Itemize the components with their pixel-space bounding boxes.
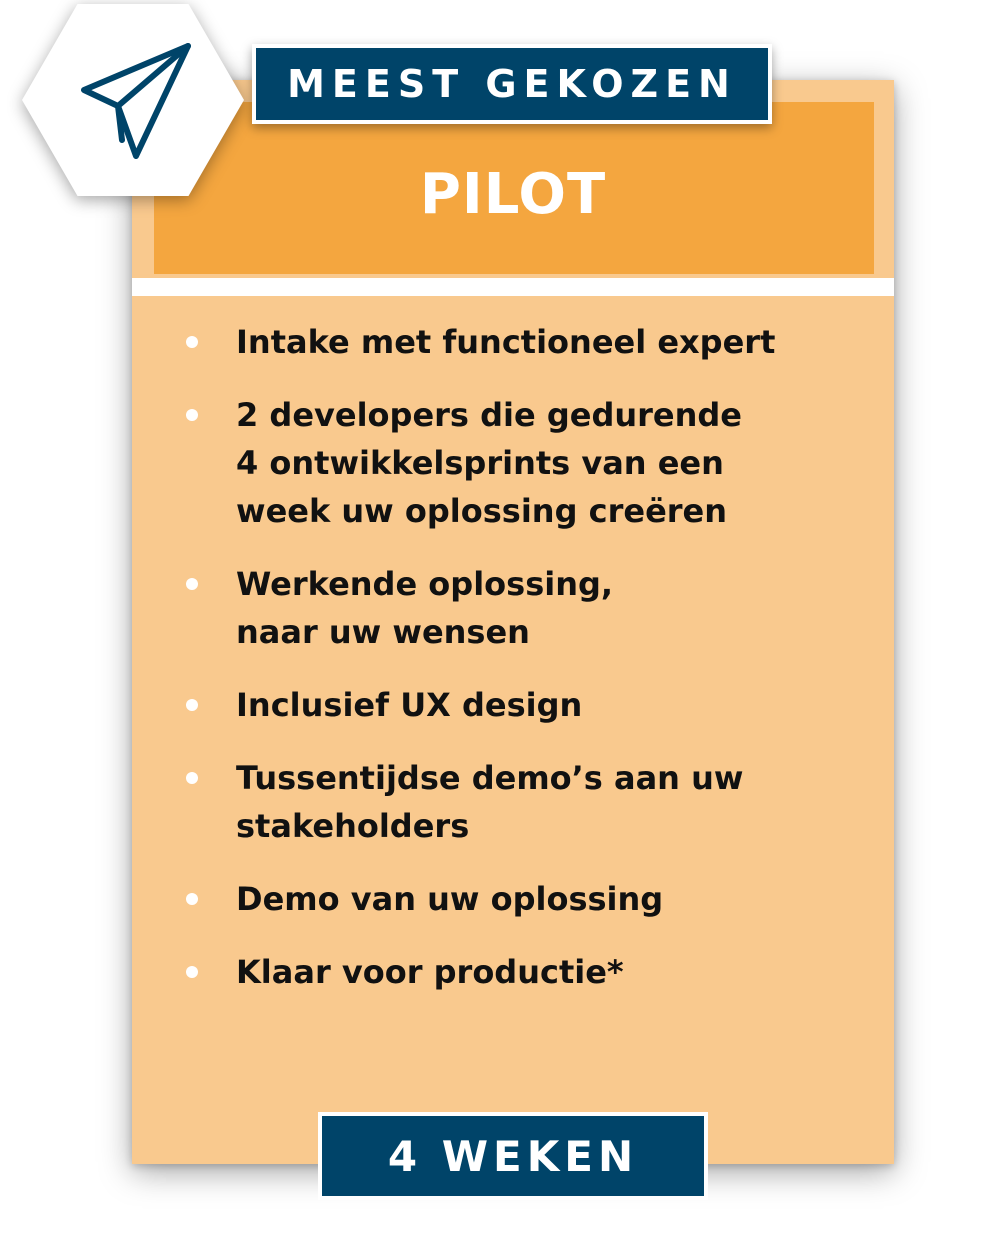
feature-list	[180, 318, 880, 1021]
feature-text-line: naar uw wensen	[236, 613, 530, 651]
icon-hexagon	[22, 4, 244, 196]
bullet-dot	[186, 893, 198, 905]
feature-item	[180, 948, 880, 996]
feature-item	[180, 754, 880, 850]
feature-text-line: stakeholders	[236, 807, 470, 845]
paper-plane-icon	[78, 40, 198, 164]
bullet-dot	[186, 336, 198, 348]
feature-item	[180, 391, 880, 535]
feature-item	[180, 318, 880, 366]
feature-text-line: Intake met functioneel expert	[236, 323, 776, 361]
feature-text-line: 2 developers die gedurende	[236, 396, 742, 434]
bullet-dot	[186, 966, 198, 978]
bullet-dot	[186, 772, 198, 784]
duration-badge: 4 WEKEN	[318, 1112, 708, 1200]
feature-item	[180, 681, 880, 729]
feature-item	[180, 560, 880, 656]
feature-text-line: Werkende oplossing,	[236, 565, 614, 603]
feature-text-line: week uw oplossing creëren	[236, 492, 728, 530]
feature-item	[180, 875, 880, 923]
feature-text-line: Klaar voor productie*	[236, 953, 624, 991]
plan-title: PILOT	[419, 162, 607, 227]
bullet-dot	[186, 578, 198, 590]
feature-text-line: Demo van uw oplossing	[236, 880, 664, 918]
bullet-dot	[186, 699, 198, 711]
feature-text-line: Tussentijdse demo’s aan uw	[236, 759, 744, 797]
feature-text-line: Inclusief UX design	[236, 686, 583, 724]
header-divider	[132, 278, 894, 296]
most-chosen-badge: MEEST GEKOZEN	[252, 44, 772, 124]
feature-text-line: 4 ontwikkelsprints van een	[236, 444, 724, 482]
bullet-dot	[186, 409, 198, 421]
